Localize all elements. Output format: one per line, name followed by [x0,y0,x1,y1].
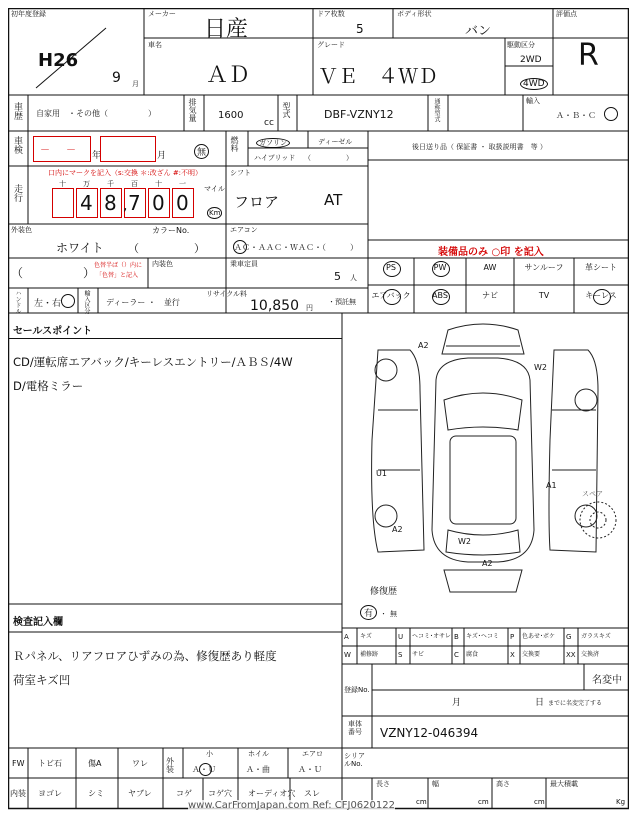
mile-label: マイル [204,185,225,193]
equipment-item: ナビ [482,291,498,300]
import-type-label: 輸入区分 [83,290,90,314]
naiso-item: オーディオ穴 [248,789,296,798]
height-unit: cm [534,798,545,806]
warranty-text: 後日送り品（ 保証書 ・ 取扱説明書 等 ） [412,143,547,151]
legend-code: X [510,651,515,659]
repair-no: 無 [390,610,397,618]
legend-code: G [566,633,572,641]
length-label: 長さ [376,780,390,788]
naiso-item: コゲ穴 [208,789,232,798]
width-unit: cm [478,798,489,806]
naiso-item: ヨゴレ [38,789,62,798]
odometer-unit: 十 [59,180,66,188]
recycle-unit: 円 [306,304,313,312]
height-label: 高さ [496,780,510,788]
load-unit: Kg [616,798,626,806]
inspection-label: 車検 [12,136,22,154]
reg-month-unit: 月 [132,80,139,88]
grade-label: グレード [317,41,345,49]
km-label-circled: Km [209,209,221,217]
naiso-item: スレ [304,789,320,798]
equipment-item: TV [538,291,550,300]
inspector-line-1: Ｒパネル、リアフロアひずみの為、修復歴あり軽度 [13,649,277,663]
body-value: バン [465,24,492,39]
mileage-label: 走行 [12,184,22,202]
fuel-gasoline-circled: ガソリン [256,138,290,148]
odometer-unit: 十 [155,180,162,188]
reg-no-day: 日 [535,698,545,708]
gaiso-small: 小 [206,750,213,758]
naiso-label: 内装 [10,789,26,798]
sales-divider [8,338,342,339]
odometer-digit: 7 [128,191,141,215]
equipment-header: 装備品のみ ○印 を記入 [438,247,544,258]
gaiso-label: 外装 [166,757,174,774]
color-change-note-1: 色替半ば（）内に [94,262,143,269]
legend-desc: 腐食 [466,651,479,658]
naiso-item: ヤブレ [128,789,152,798]
repair-yes-circled: 有 [360,605,377,620]
drive-4wd-circled: 4WD [520,78,548,90]
sales-line-2: D/電格ミラー [13,379,84,393]
reg-no-label: 登録No. [344,686,370,694]
fw-item-2: 傷A [88,759,102,768]
naiso-item: コゲ [176,789,192,798]
type-value: DBF-VZNY12 [324,108,394,121]
interior-color-label: 内装色 [152,260,173,268]
equipment-circle [432,261,450,277]
maker-label: メーカー [148,10,176,18]
inspector-title: 検査記入欄 [13,617,63,628]
import-label: 輸入 [526,97,540,105]
sales-line-1: CD/運転席エアバック/キーレスエントリー/ＡＢＳ/4W [13,355,293,369]
equipment-circle [593,289,611,305]
equipment-item: サンルーフ [524,263,564,272]
capacity-unit: 人 [350,274,357,282]
damage-mark: A2 [482,559,493,568]
color-label: 外装色 [11,226,32,234]
abc-value: Ａ・Ｂ・Ｃ [556,111,596,120]
legend-code: S [398,651,403,659]
legend-desc: サビ [412,651,425,658]
import-type-value: ディーラー ・ 並行 [106,298,180,307]
inspection-year-unit: 年 [92,151,102,161]
aero-values: Ａ・Ｕ [298,765,322,774]
naiso-item: シミ [88,789,104,798]
serial-label: シリアルNo. [344,752,365,768]
chassis-value: VZNY12-046394 [380,726,479,740]
type-label: 型式 [282,102,291,118]
score-value: R [578,38,599,73]
color-change-note-2: 「色替」と記入 [96,272,139,279]
inspector-line-2: 荷室キズ凹 [13,673,71,687]
legend-code: A [344,633,349,641]
width-label: 幅 [432,780,439,788]
fuel-hybrid: ハイブリッド [254,154,296,162]
capacity-value: 5 [334,270,341,283]
odometer-unit: 万 [83,180,90,188]
wheel-label: ホイル [248,750,269,758]
handle-right-circle [61,294,75,308]
model-label: 車名 [148,41,162,49]
legend-desc: キズ [360,633,372,640]
body-label: ボディ形状 [397,10,432,18]
reg-year: H26 [38,50,79,71]
fw-label: FW [12,759,25,768]
legend-desc: キズ･ヘコミ [466,633,499,640]
damage-mark: U1 [376,469,387,478]
damage-mark: A2 [392,525,403,534]
paren-left: （ ） [11,266,96,280]
equipment-item: エアバック [371,291,411,300]
inspection-month-unit: 月 [157,151,167,161]
length-unit: cm [416,798,427,806]
odometer-unit: 千 [107,180,114,188]
inspection-dash-2: － [66,145,76,156]
legend-code: XX [566,651,576,659]
recycle-deposit: ・預託無 [328,298,356,306]
recycle-label: リサイクル料 [206,290,248,298]
odometer-unit: 百 [131,180,138,188]
odometer-digit: 0 [176,191,189,215]
legend-desc: 交換要 [522,651,541,658]
odometer-digit: 0 [152,191,165,215]
odometer-unit: 一 [179,180,186,188]
reg-month: 9 [112,70,121,86]
doors-value: 5 [356,22,364,36]
legend-desc: 色あせ･ボケ [522,633,556,640]
abc-c-circle [604,107,618,121]
chassis-label: 車体番号 [348,720,362,736]
odometer-digit: 8 [104,191,117,215]
mileage-note: 口内にマークを記入（s:交換 ＊:改ざん #:不明） [48,169,203,177]
displacement-unit: cc [264,118,274,128]
displacement-value: 1600 [218,110,244,121]
load-label: 最大積載 [550,780,578,788]
color-value: ホワイト [56,241,104,255]
car-damage-diagram [348,320,624,596]
shift-label: シフト [230,169,251,177]
history-value: 自家用 ・その他（ ） [36,109,156,118]
ac-value: ＡＣ・ＡＡＣ・ＷＡＣ・（ ） [234,243,358,252]
drive-label: 駆動区分 [507,41,535,49]
name-change: 名変中 [592,675,622,686]
equipment-item: ABS [432,291,448,300]
legend-desc: 交換済 [581,651,600,658]
fuel-diesel: ディーゼル [318,138,353,146]
equipment-item: PW [433,263,447,272]
drive-2wd: 2WD [520,55,542,65]
handle-value: 左・右 [34,299,62,309]
handle-label: ハンドル [14,290,21,314]
sales-title: セールスポイント [13,326,93,337]
odometer-digit: 4 [80,191,93,215]
legend-desc: 補修跡 [360,651,379,658]
color-code-label: カラーNo. [152,226,190,235]
damage-mark: W2 [534,363,547,372]
ac-label: エアコン [230,226,258,234]
odometer-digit-box [52,188,74,218]
reg-no-deadline: までに名変完了する [548,700,603,707]
damage-mark: W2 [458,537,471,546]
doors-label: ドア枚数 [317,10,345,18]
fw-item-1: トビ石 [38,759,62,768]
aero-label: エアロ [302,750,323,758]
color-code-paren: （ ） [128,242,205,255]
legend-code: P [510,633,515,641]
damage-mark: A1 [546,481,557,490]
capacity-label: 乗車定員 [230,260,258,268]
damage-mark: A2 [418,341,429,350]
wheel-values: Ａ・曲 [246,765,270,774]
reg-no-month: 月 [452,698,462,708]
fuel-label: 燃料 [230,136,239,152]
equipment-circle [383,261,401,277]
inspection-month-box [100,136,156,162]
grade-value: ＶＥ ４ＷＤ [318,64,438,88]
fuel-hybrid-paren: （ ） [304,154,353,162]
legend-code: W [344,651,351,659]
legend-desc: ヘコミ･オサレ [412,633,451,640]
inspection-none-circled: 無 [194,144,209,159]
model-value: ＡＤ [206,63,251,88]
equipment-item: PS [386,263,396,272]
recycle-value: 10,850 [250,298,299,314]
legend-desc: ガラスキズ [581,633,611,640]
odometer-comma: , [123,198,128,214]
gaiso-u-circle [199,763,212,776]
repair-separator: ・ [380,610,387,618]
equipment-circle [432,289,450,305]
legend-code: C [454,651,459,659]
first-reg-label: 初年度登録 [11,10,46,18]
cert-type-label: 通称型式 [433,98,440,122]
legend-code: B [454,633,459,641]
history-label: 車歴 [12,102,22,120]
maker-value: 日産 [204,17,249,42]
gaiso-values: Ａ・Ｕ [192,765,216,774]
inspection-sheet [8,8,629,810]
ac-circle [233,240,247,254]
equipment-item: 革シート [585,263,617,272]
shift-type: AT [324,191,343,209]
spare-label: スペア [582,490,603,498]
equipment-item: AW [483,263,497,272]
shift-position: フロア [234,193,280,211]
legend-code: U [398,633,404,641]
equipment-item: キーレス [585,291,617,300]
score-label: 評価点 [556,10,577,18]
inspection-dash-1: － [40,145,50,156]
displacement-label: 排気量 [188,98,197,122]
watermark: www.CarFromJapan.com Ref: CFJ0620122 [188,800,395,811]
repair-label: 修復歴 [370,587,398,597]
fw-item-3: ワレ [132,759,148,768]
equipment-circle [383,289,401,305]
